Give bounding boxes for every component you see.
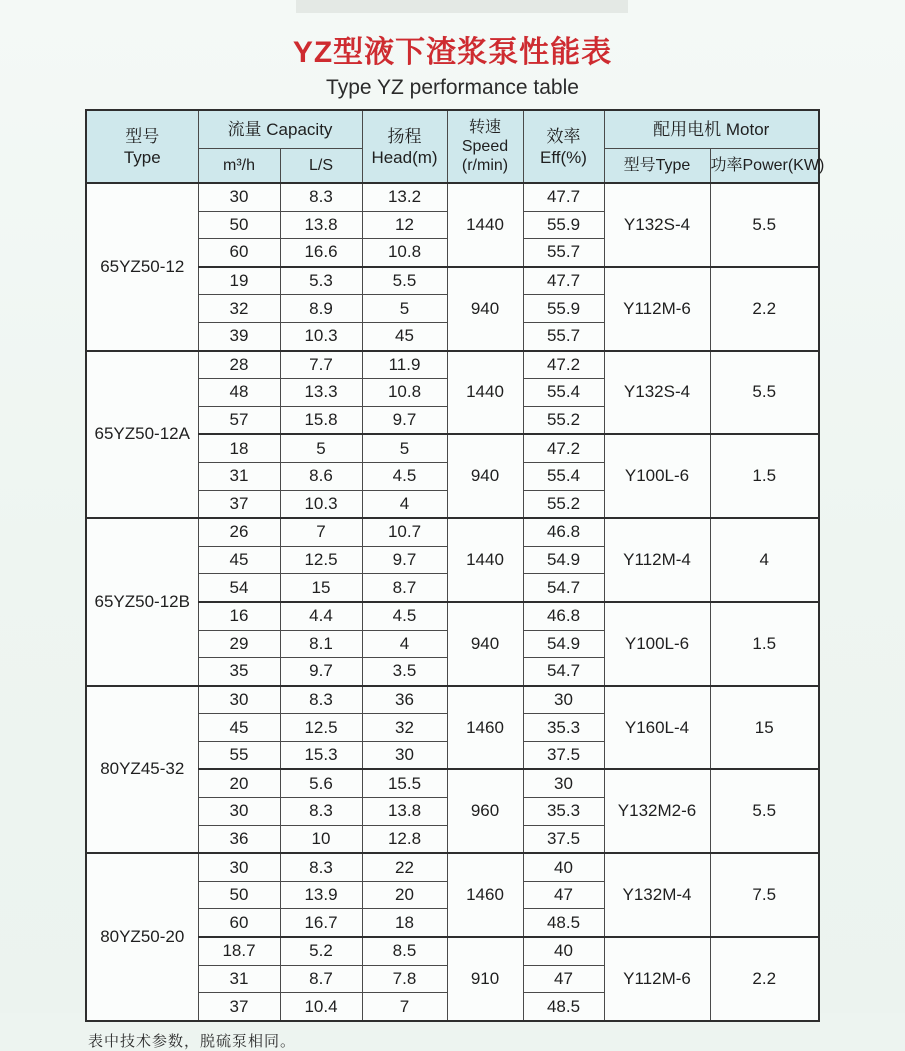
- capacity-m3h-cell: 45: [198, 546, 280, 574]
- capacity-m3h-cell: 50: [198, 881, 280, 909]
- eff-cell: 48.5: [523, 993, 604, 1021]
- capacity-m3h-cell: 45: [198, 714, 280, 742]
- eff-cell: 47.7: [523, 267, 604, 295]
- pump-model-cell: 65YZ50-12A: [86, 351, 198, 519]
- motor-power-cell: 5.5: [710, 351, 819, 435]
- head-cell: 10.7: [362, 518, 447, 546]
- header-type-en: Type: [123, 147, 161, 167]
- head-cell: 3.5: [362, 658, 447, 686]
- header-head: [362, 110, 447, 183]
- eff-cell: 47.2: [523, 351, 604, 379]
- page-subtitle: Type YZ performance table: [326, 76, 579, 99]
- page-title: YZ型液下渣浆泵性能表: [292, 36, 613, 69]
- capacity-ls-cell: 13.3: [280, 379, 362, 407]
- capacity-m3h-cell: 60: [198, 909, 280, 937]
- capacity-ls-cell: 5.2: [280, 937, 362, 965]
- eff-cell: 55.9: [523, 211, 604, 239]
- pump-model-cell: 80YZ50-20: [86, 853, 198, 1021]
- capacity-m3h-cell: 30: [198, 853, 280, 881]
- head-cell: 8.5: [362, 937, 447, 965]
- motor-model-cell: Y132S-4: [604, 183, 710, 267]
- header-type: [86, 110, 198, 183]
- capacity-ls-cell: 15.8: [280, 406, 362, 434]
- capacity-m3h-cell: 48: [198, 379, 280, 407]
- eff-cell: 40: [523, 853, 604, 881]
- speed-cell: 960: [447, 769, 523, 853]
- capacity-ls-cell: 10.3: [280, 490, 362, 518]
- eff-cell: 55.2: [523, 406, 604, 434]
- capacity-m3h-cell: 37: [198, 490, 280, 518]
- speed-cell: 940: [447, 267, 523, 351]
- capacity-ls-cell: 5.6: [280, 769, 362, 797]
- header-motor-power: 功率Power(KW): [710, 149, 819, 184]
- capacity-m3h-cell: 29: [198, 630, 280, 658]
- head-cell: 11.9: [362, 351, 447, 379]
- head-cell: 5.5: [362, 267, 447, 295]
- header-row-main: [86, 110, 819, 149]
- head-cell: 36: [362, 686, 447, 714]
- table-body: [86, 183, 819, 1021]
- capacity-ls-cell: 8.3: [280, 853, 362, 881]
- eff-cell: 54.9: [523, 546, 604, 574]
- capacity-m3h-cell: 26: [198, 518, 280, 546]
- capacity-m3h-cell: 18: [198, 434, 280, 462]
- head-cell: 9.7: [362, 406, 447, 434]
- speed-cell: 1440: [447, 351, 523, 435]
- eff-cell: 46.8: [523, 518, 604, 546]
- table-row: [86, 518, 819, 546]
- table-row: [86, 853, 819, 881]
- performance-table: [85, 109, 825, 1022]
- capacity-ls-cell: 7.7: [280, 351, 362, 379]
- capacity-ls-cell: 5.3: [280, 267, 362, 295]
- table-header: [86, 110, 825, 183]
- capacity-m3h-cell: 60: [198, 239, 280, 267]
- capacity-m3h-cell: 28: [198, 351, 280, 379]
- head-cell: 13.2: [362, 183, 447, 211]
- speed-cell: 940: [447, 434, 523, 518]
- eff-cell: 55.7: [523, 239, 604, 267]
- head-cell: 20: [362, 881, 447, 909]
- capacity-m3h-cell: 30: [198, 686, 280, 714]
- head-cell: 22: [362, 853, 447, 881]
- header-speed-zh: 转速: [468, 119, 501, 136]
- motor-power-cell: 15: [710, 686, 819, 770]
- eff-cell: 54.7: [523, 658, 604, 686]
- head-cell: 32: [362, 714, 447, 742]
- footnote: 表中技术参数，脱硫泵相同。: [88, 1032, 297, 1050]
- head-cell: 5: [362, 295, 447, 323]
- header-head-zh: 扬程: [387, 126, 422, 146]
- capacity-ls-cell: 12.5: [280, 546, 362, 574]
- head-cell: 10.8: [362, 379, 447, 407]
- motor-power-cell: 7.5: [710, 853, 819, 937]
- eff-cell: 46.8: [523, 602, 604, 630]
- motor-power-cell: 5.5: [710, 183, 819, 267]
- header-eff: [523, 110, 604, 183]
- motor-model-cell: Y112M-6: [604, 267, 710, 351]
- capacity-m3h-cell: 19: [198, 267, 280, 295]
- capacity-m3h-cell: 18.7: [198, 937, 280, 965]
- capacity-m3h-cell: 36: [198, 825, 280, 853]
- motor-power-cell: 1.5: [710, 434, 819, 518]
- capacity-m3h-cell: 57: [198, 406, 280, 434]
- capacity-ls-cell: 10.3: [280, 322, 362, 350]
- head-cell: 7: [362, 993, 447, 1021]
- eff-cell: 54.7: [523, 574, 604, 602]
- header-eff-zh: 效率: [546, 126, 581, 146]
- motor-model-cell: Y112M-6: [604, 937, 710, 1021]
- capacity-m3h-cell: 20: [198, 769, 280, 797]
- capacity-ls-cell: 10.4: [280, 993, 362, 1021]
- head-cell: 5: [362, 434, 447, 462]
- motor-power-cell: 5.5: [710, 769, 819, 853]
- capacity-ls-cell: 8.7: [280, 965, 362, 993]
- speed-cell: 1440: [447, 518, 523, 602]
- eff-cell: 30: [523, 769, 604, 797]
- header-capacity: 流量 Capacity: [198, 110, 362, 149]
- header-speed-unit: (r/min): [461, 157, 509, 174]
- head-cell: 4.5: [362, 462, 447, 490]
- header-speed: [447, 110, 523, 183]
- capacity-ls-cell: 8.1: [280, 630, 362, 658]
- eff-cell: 40: [523, 937, 604, 965]
- header-speed-en: Speed: [461, 138, 509, 155]
- eff-cell: 55.4: [523, 379, 604, 407]
- motor-model-cell: Y132S-4: [604, 351, 710, 435]
- capacity-ls-cell: 16.7: [280, 909, 362, 937]
- capacity-m3h-cell: 55: [198, 741, 280, 769]
- capacity-ls-cell: 15.3: [280, 741, 362, 769]
- capacity-ls-cell: 7: [280, 518, 362, 546]
- table-row: [86, 183, 819, 211]
- eff-cell: 47.7: [523, 183, 604, 211]
- head-cell: 45: [362, 322, 447, 350]
- capacity-m3h-cell: 39: [198, 322, 280, 350]
- eff-cell: 55.7: [523, 322, 604, 350]
- header-motor: 配用电机 Motor: [604, 110, 819, 149]
- head-cell: 18: [362, 909, 447, 937]
- eff-cell: 35.3: [523, 798, 604, 826]
- eff-cell: 37.5: [523, 825, 604, 853]
- motor-model-cell: Y112M-4: [604, 518, 710, 602]
- capacity-m3h-cell: 30: [198, 798, 280, 826]
- eff-cell: 55.4: [523, 462, 604, 490]
- speed-cell: 910: [447, 937, 523, 1021]
- capacity-ls-cell: 8.6: [280, 462, 362, 490]
- header-eff-en: Eff(%): [540, 147, 587, 167]
- scan-artifact-bar: [296, 0, 628, 13]
- eff-cell: 47.2: [523, 434, 604, 462]
- capacity-ls-cell: 16.6: [280, 239, 362, 267]
- capacity-m3h-cell: 54: [198, 574, 280, 602]
- pump-model-cell: 80YZ45-32: [86, 686, 198, 854]
- header-m3h: m³/h: [198, 149, 280, 184]
- speed-cell: 940: [447, 602, 523, 686]
- capacity-m3h-cell: 16: [198, 602, 280, 630]
- head-cell: 4.5: [362, 602, 447, 630]
- capacity-ls-cell: 4.4: [280, 602, 362, 630]
- capacity-ls-cell: 13.8: [280, 211, 362, 239]
- capacity-ls-cell: 10: [280, 825, 362, 853]
- motor-power-cell: 2.2: [710, 937, 819, 1021]
- capacity-ls-cell: 13.9: [280, 881, 362, 909]
- motor-model-cell: Y100L-6: [604, 602, 710, 686]
- eff-cell: 55.9: [523, 295, 604, 323]
- eff-cell: 47: [523, 881, 604, 909]
- motor-power-cell: 2.2: [710, 267, 819, 351]
- capacity-ls-cell: 8.3: [280, 686, 362, 714]
- eff-cell: 30: [523, 686, 604, 714]
- capacity-m3h-cell: 50: [198, 211, 280, 239]
- motor-power-cell: 4: [710, 518, 819, 602]
- capacity-m3h-cell: 37: [198, 993, 280, 1021]
- eff-cell: 54.9: [523, 630, 604, 658]
- speed-cell: 1460: [447, 686, 523, 770]
- capacity-ls-cell: 8.3: [280, 798, 362, 826]
- eff-cell: 47: [523, 965, 604, 993]
- capacity-m3h-cell: 31: [198, 462, 280, 490]
- motor-model-cell: Y132M-4: [604, 853, 710, 937]
- head-cell: 4: [362, 630, 447, 658]
- motor-power-cell: 1.5: [710, 602, 819, 686]
- eff-cell: 35.3: [523, 714, 604, 742]
- motor-model-cell: Y100L-6: [604, 434, 710, 518]
- capacity-ls-cell: 5: [280, 434, 362, 462]
- eff-cell: 55.2: [523, 490, 604, 518]
- head-cell: 10.8: [362, 239, 447, 267]
- eff-cell: 37.5: [523, 741, 604, 769]
- motor-model-cell: Y132M2-6: [604, 769, 710, 853]
- pump-model-cell: 65YZ50-12: [86, 183, 198, 351]
- head-cell: 15.5: [362, 769, 447, 797]
- head-cell: 12.8: [362, 825, 447, 853]
- capacity-m3h-cell: 35: [198, 658, 280, 686]
- table-row: [86, 686, 819, 714]
- head-cell: 8.7: [362, 574, 447, 602]
- speed-cell: 1440: [447, 183, 523, 267]
- header-head-en: Head(m): [371, 147, 438, 167]
- table-row: [86, 351, 819, 379]
- head-cell: 13.8: [362, 798, 447, 826]
- capacity-ls-cell: 12.5: [280, 714, 362, 742]
- head-cell: 30: [362, 741, 447, 769]
- motor-model-cell: Y160L-4: [604, 686, 710, 770]
- pump-model-cell: 65YZ50-12B: [86, 518, 198, 686]
- header-type-zh: 型号: [125, 126, 160, 146]
- header-ls: L/S: [280, 149, 362, 184]
- eff-cell: 48.5: [523, 909, 604, 937]
- capacity-ls-cell: 8.3: [280, 183, 362, 211]
- head-cell: 7.8: [362, 965, 447, 993]
- capacity-ls-cell: 15: [280, 574, 362, 602]
- capacity-ls-cell: 8.9: [280, 295, 362, 323]
- capacity-m3h-cell: 32: [198, 295, 280, 323]
- header-motor-type: 型号Type: [604, 149, 710, 184]
- head-cell: 12: [362, 211, 447, 239]
- head-cell: 4: [362, 490, 447, 518]
- capacity-m3h-cell: 30: [198, 183, 280, 211]
- head-cell: 9.7: [362, 546, 447, 574]
- speed-cell: 1460: [447, 853, 523, 937]
- capacity-ls-cell: 9.7: [280, 658, 362, 686]
- capacity-m3h-cell: 31: [198, 965, 280, 993]
